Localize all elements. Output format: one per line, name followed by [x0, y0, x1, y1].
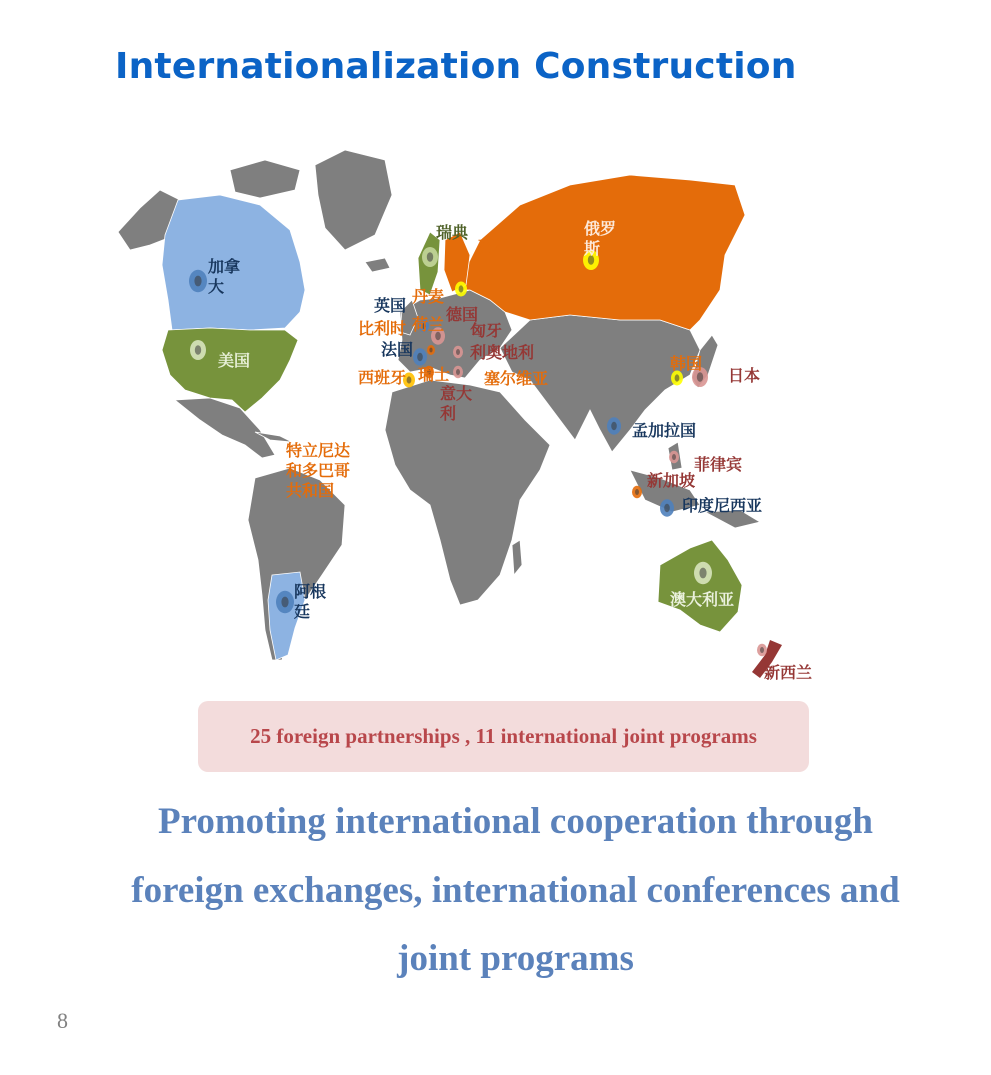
marker-dot-argentina: [281, 597, 288, 608]
marker-dot-france: [417, 353, 423, 361]
country-label-spain: 西班牙: [358, 368, 407, 387]
summary-box: [198, 701, 809, 772]
country-label-newzealand: 新西兰: [764, 663, 813, 682]
africa-land: [385, 380, 550, 605]
tagline-line-1: Promoting international cooperation through: [158, 801, 873, 842]
country-label-russia: 俄罗斯: [584, 219, 617, 258]
slide-title: Internationalization Construction: [115, 46, 797, 87]
marker-dot-indonesia: [664, 504, 670, 512]
country-label-switzerland: 瑞士: [418, 365, 451, 384]
country-label-philippines: 菲律宾: [694, 455, 743, 474]
page-number: 8: [57, 1008, 68, 1033]
country-label-serbia: 塞尔维亚: [484, 369, 549, 388]
country-label-netherlands: 荷兰: [412, 315, 445, 334]
marker-dot-canada: [194, 276, 201, 287]
country-label-australia: 澳大利亚: [670, 590, 735, 609]
country-label-italy: 意大利: [440, 384, 473, 423]
country-label-hungary: 匈牙: [470, 321, 503, 340]
australia-region: [658, 540, 742, 632]
summary-text: 25 foreign partnerships , 11 international joint programs: [250, 724, 757, 748]
iceland-land: [365, 258, 390, 272]
tagline-line-3: joint programs: [397, 938, 634, 979]
country-label-sweden: 瑞典: [436, 223, 469, 242]
country-label-argentina: 阿根廷: [294, 582, 327, 621]
country-label-singapore: 新加坡: [647, 471, 696, 490]
marker-dot-newzealand: [760, 647, 764, 653]
marker-dot-bangladesh: [611, 422, 617, 430]
country-label-denmark: 丹麦: [412, 287, 445, 306]
marker-dot-korea: [675, 374, 680, 381]
country-label-korea: 韩国: [670, 354, 703, 373]
country-label-japan: 日本: [728, 366, 761, 385]
arctic-islands-land: [230, 160, 300, 198]
country-label-trinidad: 特立尼达和多巴哥共和国: [286, 441, 351, 500]
madagascar-land: [512, 540, 522, 575]
country-label-finland: 芬兰: [478, 237, 511, 256]
mexico-land: [175, 398, 275, 458]
marker-dot-austria: [456, 349, 460, 355]
country-label-indonesia: 印度尼西亚: [682, 496, 763, 515]
tagline-line-2: foreign exchanges, international conferences and: [131, 870, 900, 911]
greenland-land: [315, 150, 392, 250]
country-label-canada: 加拿大: [208, 257, 241, 296]
marker-dot-finland: [459, 285, 464, 292]
marker-dot-spain: [407, 376, 412, 383]
marker-dot-sweden: [427, 252, 433, 262]
country-label-usa: 美国: [218, 351, 251, 370]
country-label-uk: 英国: [374, 296, 407, 315]
country-label-bangladesh: 孟加拉国: [632, 421, 697, 440]
marker-dot-australia: [699, 568, 706, 579]
country-label-germany: 德国: [446, 305, 479, 324]
country-label-austria: 利奥地利: [470, 343, 535, 362]
world-map: [95, 135, 825, 685]
marker-dot-usa: [195, 345, 201, 355]
marker-dot-netherlands: [429, 348, 432, 353]
marker-dot-singapore: [635, 489, 639, 495]
country-label-france: 法国: [381, 340, 414, 359]
country-label-belgium: 比利时: [358, 319, 407, 338]
marker-dot-philippines: [672, 454, 676, 460]
marker-dot-italy: [456, 369, 460, 375]
marker-dot-japan: [697, 372, 703, 382]
